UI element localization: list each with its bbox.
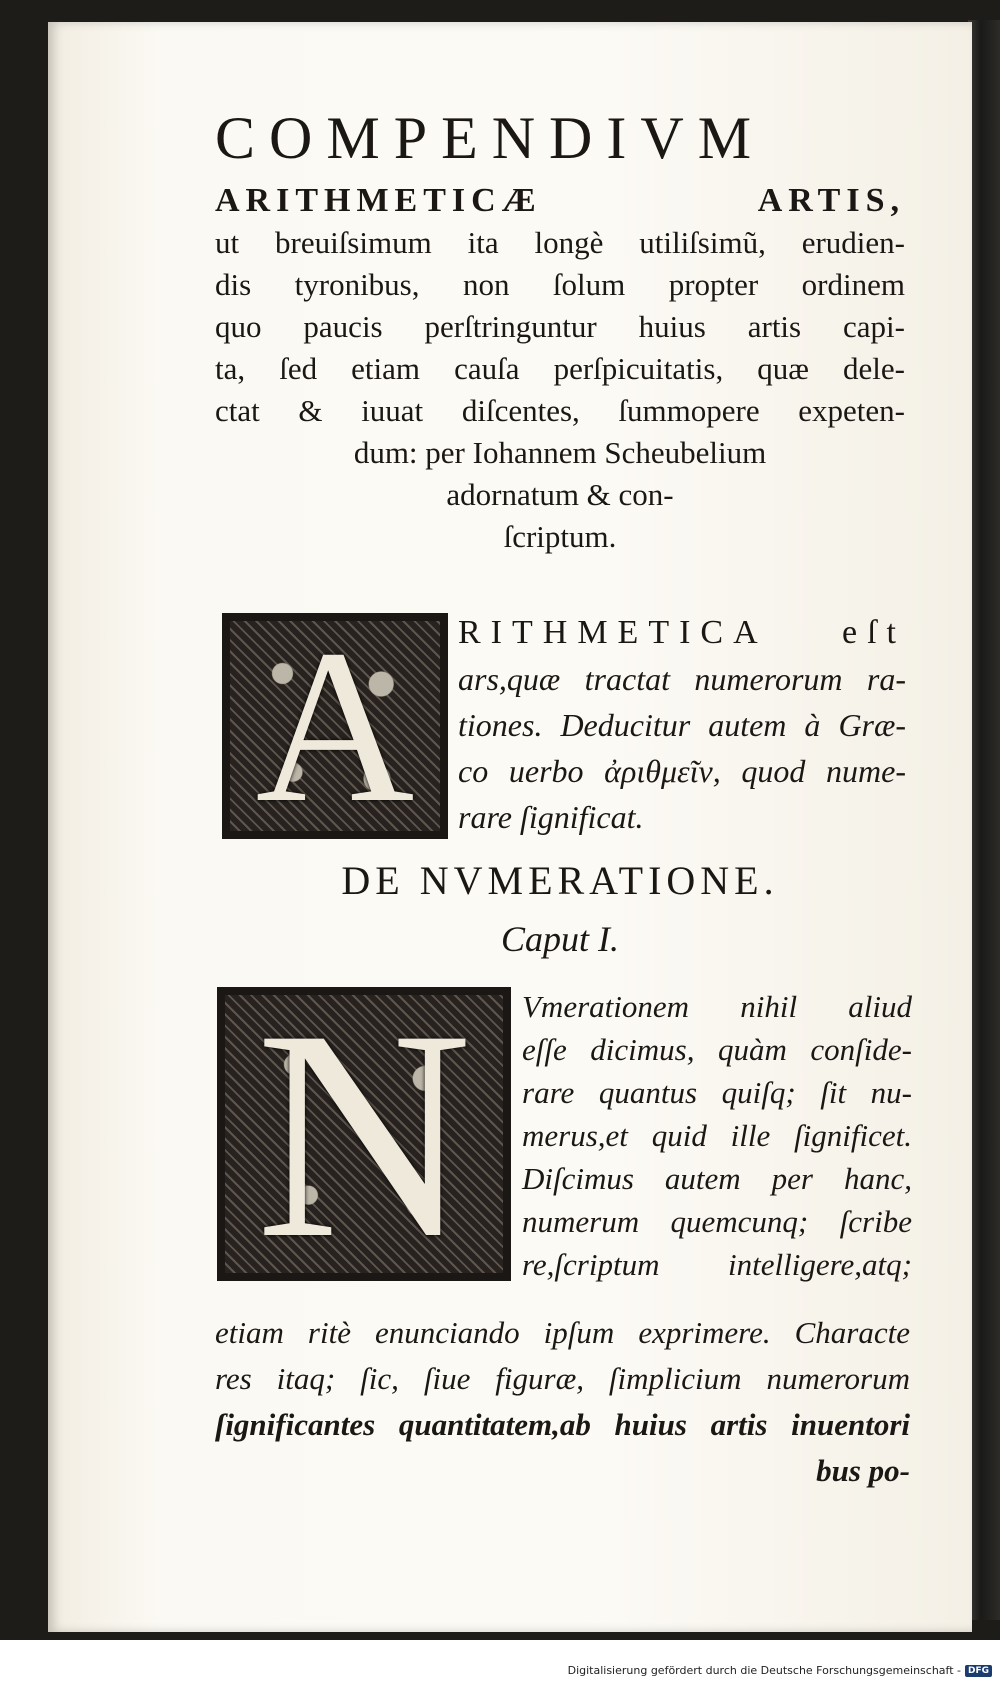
intro-paragraph [215,222,905,558]
paragraph-line: merus,et quid ille ſignificet. [522,1118,912,1153]
arithmetica-paragraph [458,610,906,840]
paragraph-line: tiones. Deducitur autem à Græ- [458,707,906,743]
document-subtitle: ARITHMETICÆ ARTIS, [215,182,905,219]
chapter-label: Caput I. [500,919,619,959]
intro-line: ſcriptum. [503,519,617,554]
paragraph-line: numerum quemcunq; ſcribe [522,1204,912,1239]
section-heading: DE NVMERATIONE. [341,858,779,903]
ornamental-initial-a [222,604,448,848]
initial-letter: A [255,604,415,848]
initial-letter: N [255,968,473,1300]
continuation-paragraph [215,1310,910,1494]
paragraph-line: etiam ritè enunciando ipſum exprimere. Characte [215,1315,910,1350]
ornamental-initial-n [217,968,511,1300]
intro-line: quo paucis perſtringuntur huius artis capi- [215,309,905,344]
paragraph-line: eſſe dicimus, quàm conſide- [522,1032,912,1067]
paragraph-line: Vmerationem nihil aliud [522,989,912,1024]
intro-line: ta, ſed etiam cauſa perſpicuitatis, quæ dele- [215,351,905,386]
catchword: bus po- [816,1453,910,1488]
paragraph-line: res itaq; ſic, ſiue figuræ, ſimplicium numerorum [215,1361,910,1396]
intro-line: ut breuiſsimum ita longè utiliſsimũ, erudien- [215,225,905,260]
intro-line: ctat & iuuat diſcentes, ſummopere expeten- [215,393,905,428]
intro-line: dum: per Iohannem Scheubelium [353,435,767,470]
document-title: COMPENDIVM [215,105,766,171]
book-edge [968,20,1000,1620]
intro-line: dis tyronibus, non ſolum propter ordinem [215,267,905,302]
intro-line: adornatum & con- [446,477,674,512]
credit-text: Digitalisierung gefördert durch die Deutsche Forschungsgemeinschaft - [567,1664,961,1677]
paragraph-line: ſignificantes quantitatem,ab huius artis inuentori [215,1407,910,1442]
paragraph-line: re,ſcriptum intelligere,atq; [522,1247,912,1282]
paragraph-line: ars,quæ tractat numerorum ra- [458,661,906,697]
paragraph-line: co uerbo ἀριθμεῖν, quod nume- [458,753,906,789]
digitization-credit [568,1664,992,1677]
paragraph-line: Diſcimus autem per hanc, [522,1161,912,1196]
paragraph-line: rare quantus quiſq; ſit nu- [522,1075,912,1110]
paragraph-line: rare ſignificat. [458,799,644,835]
dfg-logo-icon: DFG [965,1665,992,1677]
numeratio-paragraph [522,985,912,1286]
paragraph-line: RITHMETICA eſt [458,614,906,651]
